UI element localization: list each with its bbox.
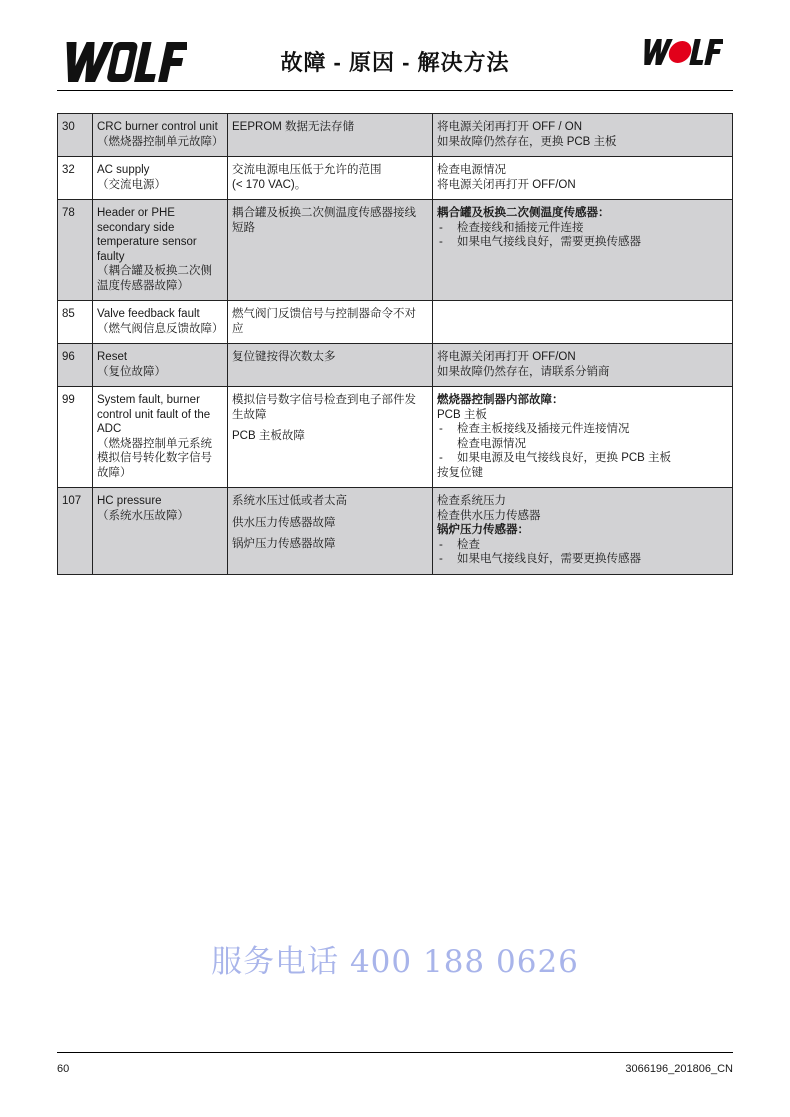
solution-line: 检查系统压力 xyxy=(437,495,506,507)
description-line: （耦合罐及板换二次侧 xyxy=(97,265,212,277)
fault-row xyxy=(58,301,733,344)
cause-line: 系统水压过低或者太高 xyxy=(232,495,347,507)
fault-row xyxy=(58,114,733,157)
fault-cause xyxy=(228,200,433,301)
description-line: AC supply xyxy=(97,164,150,176)
cause-line: 短路 xyxy=(232,221,255,234)
description-line: 模拟信号转化数字信号 xyxy=(97,452,212,464)
fault-solution xyxy=(433,387,733,488)
wolf-logo-right-graphic xyxy=(637,38,723,66)
fault-row xyxy=(58,157,733,200)
solution-bullet: - 检查接线和插接元件连接 xyxy=(437,221,728,236)
description-line: 故障） xyxy=(97,466,132,479)
solution-line: 检查电源情况 xyxy=(437,164,506,176)
wolf-logo-right xyxy=(637,38,723,66)
description-line: System fault, burner xyxy=(97,394,200,406)
solution-bullet: - 检查 xyxy=(437,538,728,553)
fault-code: 99 xyxy=(58,387,93,488)
cause-line: 生故障 xyxy=(232,408,267,421)
fault-code: 85 xyxy=(58,301,93,344)
description-line: Header or PHE xyxy=(97,207,175,219)
description-line: CRC burner control unit xyxy=(97,121,218,133)
fault-description xyxy=(93,200,228,301)
solution-bullet: - 如果电气接线良好，需要更换传感器 xyxy=(437,552,728,567)
fault-row xyxy=(58,200,733,301)
page-title: 故障 - 原因 - 解决方法 xyxy=(280,50,510,75)
cause-line: 供水压力传感器故障 xyxy=(232,516,336,529)
fault-table-body xyxy=(58,114,733,575)
cause-line: (< 170 VAC)。 xyxy=(232,178,307,191)
description-line: （复位故障） xyxy=(97,365,166,378)
description-line: （燃烧器控制单元故障） xyxy=(97,135,224,148)
fault-cause xyxy=(228,488,433,575)
page-number: 60 xyxy=(57,1063,70,1075)
description-line: ADC xyxy=(97,423,122,435)
description-line: temperature sensor xyxy=(97,236,197,248)
solution-line: 将电源关闭再打开 OFF/ON xyxy=(437,351,576,363)
fault-code: 107 xyxy=(58,488,93,575)
solution-line: 燃烧器控制器内部故障： xyxy=(437,394,564,406)
solution-line: 如果故障仍然存在，更换 PCB 主板 xyxy=(437,135,617,148)
solution-line: 检查电源情况 xyxy=(457,437,526,450)
fault-cause xyxy=(228,157,433,200)
fault-row xyxy=(58,488,733,575)
solution-bullet: - 如果电气接线良好，需要更换传感器 xyxy=(437,235,728,250)
cause-line: 模拟信号数字信号检查到电子部件发 xyxy=(232,394,416,406)
cause-line: 耦合罐及板换二次侧温度传感器接线 xyxy=(232,207,416,219)
description-line: secondary side xyxy=(97,221,175,234)
description-line: Reset xyxy=(97,351,128,363)
solution-line: 耦合罐及板换二次侧温度传感器： xyxy=(437,207,610,219)
solution-line: 锅炉压力传感器： xyxy=(437,524,529,536)
solution-line: 按复位键 xyxy=(437,466,483,479)
fault-table xyxy=(57,113,733,575)
description-line: （交流电源） xyxy=(97,178,166,191)
cause-line: EEPROM 数据无法存储 xyxy=(232,121,355,133)
description-line: faulty xyxy=(97,250,125,263)
description-line: （燃气阀信息反馈故障） xyxy=(97,322,224,335)
fault-description xyxy=(93,114,228,157)
fault-solution xyxy=(433,344,733,387)
solution-line: PCB 主板 xyxy=(437,408,487,421)
fault-row xyxy=(58,387,733,488)
solution-line: 检查供水压力传感器 xyxy=(437,509,541,522)
solution-bullet: - 检查主板接线及插接元件连接情况 xyxy=(437,422,728,437)
cause-line: PCB 主板故障 xyxy=(232,430,305,442)
cause-line: 应 xyxy=(232,322,244,335)
fault-code: 32 xyxy=(58,157,93,200)
fault-description xyxy=(93,344,228,387)
header-divider xyxy=(57,90,733,91)
description-line: 温度传感器故障） xyxy=(97,279,189,292)
cause-line: 交流电源电压低于允许的范围 xyxy=(232,164,382,176)
fault-cause xyxy=(228,387,433,488)
footer-divider xyxy=(57,1052,733,1053)
description-line: （燃烧器控制单元系统 xyxy=(97,437,212,450)
fault-cause xyxy=(228,114,433,157)
solution-line: 如果故障仍然存在，请联系分销商 xyxy=(437,365,610,378)
description-line: HC pressure xyxy=(97,495,162,507)
fault-solution xyxy=(433,157,733,200)
description-line: （系统水压故障） xyxy=(97,509,189,522)
fault-code: 78 xyxy=(58,200,93,301)
service-hotline-watermark: 服务电话 400 188 0626 xyxy=(211,944,579,980)
description-line: Valve feedback fault xyxy=(97,308,200,320)
solution-line: 将电源关闭再打开 OFF/ON xyxy=(437,178,576,191)
fault-solution xyxy=(433,488,733,575)
cause-line: 燃气阀门反馈信号与控制器命令不对 xyxy=(232,308,416,320)
fault-cause xyxy=(228,344,433,387)
fault-solution xyxy=(433,301,733,344)
fault-solution xyxy=(433,114,733,157)
cause-line: 锅炉压力传感器故障 xyxy=(232,538,336,550)
solution-line: 将电源关闭再打开 OFF / ON xyxy=(437,121,583,133)
solution-bullet: - 如果电源及电气接线良好，更换 PCB 主板 xyxy=(437,451,728,466)
document-id: 3066196_201806_CN xyxy=(625,1063,733,1075)
description-line: control unit fault of the xyxy=(97,408,211,421)
fault-cause xyxy=(228,301,433,344)
fault-description xyxy=(93,301,228,344)
fault-row xyxy=(58,344,733,387)
fault-description xyxy=(93,157,228,200)
fault-code: 30 xyxy=(58,114,93,157)
fault-description xyxy=(93,387,228,488)
cause-line: 复位键按得次数太多 xyxy=(232,351,336,363)
fault-description xyxy=(93,488,228,575)
fault-solution xyxy=(433,200,733,301)
fault-code: 96 xyxy=(58,344,93,387)
